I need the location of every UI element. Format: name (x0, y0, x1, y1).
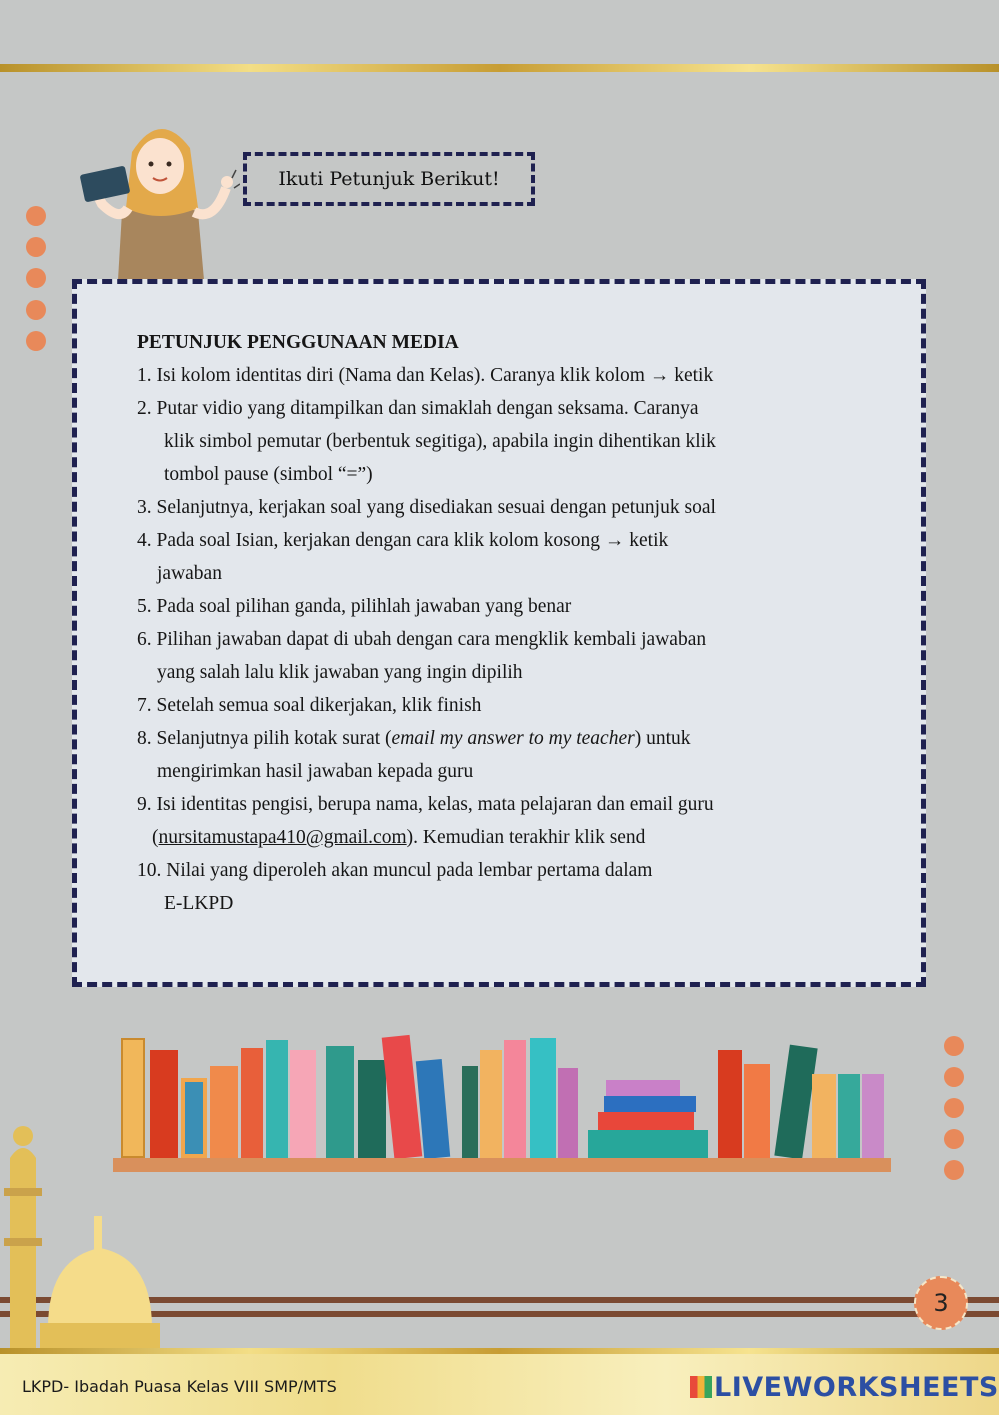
right-decor-dot (944, 1129, 964, 1149)
book (462, 1066, 478, 1158)
book (358, 1060, 386, 1158)
instruction-line: yang salah lalu klik jawaban yang ingin dipilih (157, 662, 523, 683)
left-decor-dot (26, 237, 46, 257)
left-decor-dot (26, 268, 46, 288)
instructions-content (137, 326, 837, 920)
instruction-line: 6. Pilihan jawaban dapat di ubah dengan cara mengklik kembali jawaban (137, 629, 707, 650)
instruction-line: 1. Isi kolom identitas diri (Nama dan Kelas). Caranya klik kolom → ketik (137, 365, 714, 386)
mosque-illustration (0, 1118, 160, 1358)
left-decor-dot (26, 206, 46, 226)
instruction-line: mengirimkan hasil jawaban kepada guru (157, 761, 474, 782)
book (210, 1066, 238, 1158)
instruction-line: 3. Selanjutnya, kerjakan soal yang disediakan sesuai dengan petunjuk soal (137, 497, 716, 518)
liveworksheets-brand: LIVEWORKSHEETS (714, 1372, 999, 1403)
book (598, 1112, 694, 1130)
book (266, 1040, 288, 1158)
instruction-line: 10. Nilai yang diperoleh akan muncul pada lembar pertama dalam (137, 860, 653, 881)
instructions-heading: PETUNJUK PENGGUNAAN MEDIA (137, 332, 459, 353)
bookshelf (113, 1158, 891, 1172)
right-decor-dot (944, 1036, 964, 1056)
instruction-line: E-LKPD (164, 893, 234, 914)
instruction-line: jawaban (157, 563, 222, 584)
instruction-line: 5. Pada soal pilihan ganda, pilihlah jawaban yang benar (137, 596, 572, 617)
footer-gold-line (0, 1348, 999, 1354)
book (290, 1050, 316, 1158)
book (812, 1074, 836, 1158)
instruction-line: tombol pause (simbol “=”) (164, 464, 373, 485)
book (862, 1074, 884, 1158)
instruction-line: 9. Isi identitas pengisi, berupa nama, kelas, mata pelajaran dan email guru (137, 794, 714, 815)
instruction-line: klik simbol pemutar (berbentuk segitiga), apabila ingin dihentikan klik (164, 431, 716, 452)
page-number-badge (914, 1276, 968, 1330)
book (504, 1040, 526, 1158)
page-number: 3 (933, 1289, 949, 1317)
liveworksheets-logo-icon (690, 1376, 712, 1398)
book (718, 1050, 742, 1158)
book (558, 1068, 578, 1158)
instructions-box (72, 279, 926, 987)
instruction-line: 4. Pada soal Isian, kerjakan dengan cara klik kolom kosong → ketik (137, 530, 669, 551)
instruction-text: 8. Selanjutnya pilih kotak surat ( (137, 728, 392, 749)
instruction-text: ( (152, 827, 159, 848)
left-decor-dot (26, 331, 46, 351)
book (606, 1080, 680, 1096)
right-decor-dot (944, 1067, 964, 1087)
teacher-illustration (80, 112, 240, 280)
book (588, 1130, 708, 1158)
book (382, 1035, 423, 1159)
book (604, 1096, 696, 1112)
book (241, 1048, 263, 1158)
instruction-italic: email my answer to my teacher (391, 728, 635, 749)
instruction-line: 2. Putar vidio yang ditampilkan dan simaklah dengan seksama. Caranya (137, 398, 699, 419)
instruction-line (137, 821, 837, 854)
teacher-email-link[interactable]: nursitamustapa410@gmail.com (158, 827, 407, 848)
book (838, 1074, 860, 1158)
instruction-text: ). Kemudian terakhir klik send (406, 827, 646, 848)
left-decor-dot (26, 300, 46, 320)
right-decor-dot (944, 1160, 964, 1180)
book (744, 1064, 770, 1158)
instruction-text: ) untuk (634, 728, 691, 749)
instruction-line (137, 722, 837, 755)
instruction-title: Ikuti Petunjuk Berikut! (278, 168, 500, 190)
instruction-title-box (243, 152, 535, 206)
footer-text: LKPD- Ibadah Puasa Kelas VIII SMP/MTS (22, 1377, 337, 1396)
book (530, 1038, 556, 1158)
right-decor-dot (944, 1098, 964, 1118)
instruction-line: 7. Setelah semua soal dikerjakan, klik finish (137, 695, 482, 716)
top-gold-line (0, 64, 999, 72)
book (480, 1050, 502, 1158)
book (181, 1078, 207, 1158)
book (326, 1046, 354, 1158)
liveworksheets-logo[interactable] (690, 1372, 999, 1403)
